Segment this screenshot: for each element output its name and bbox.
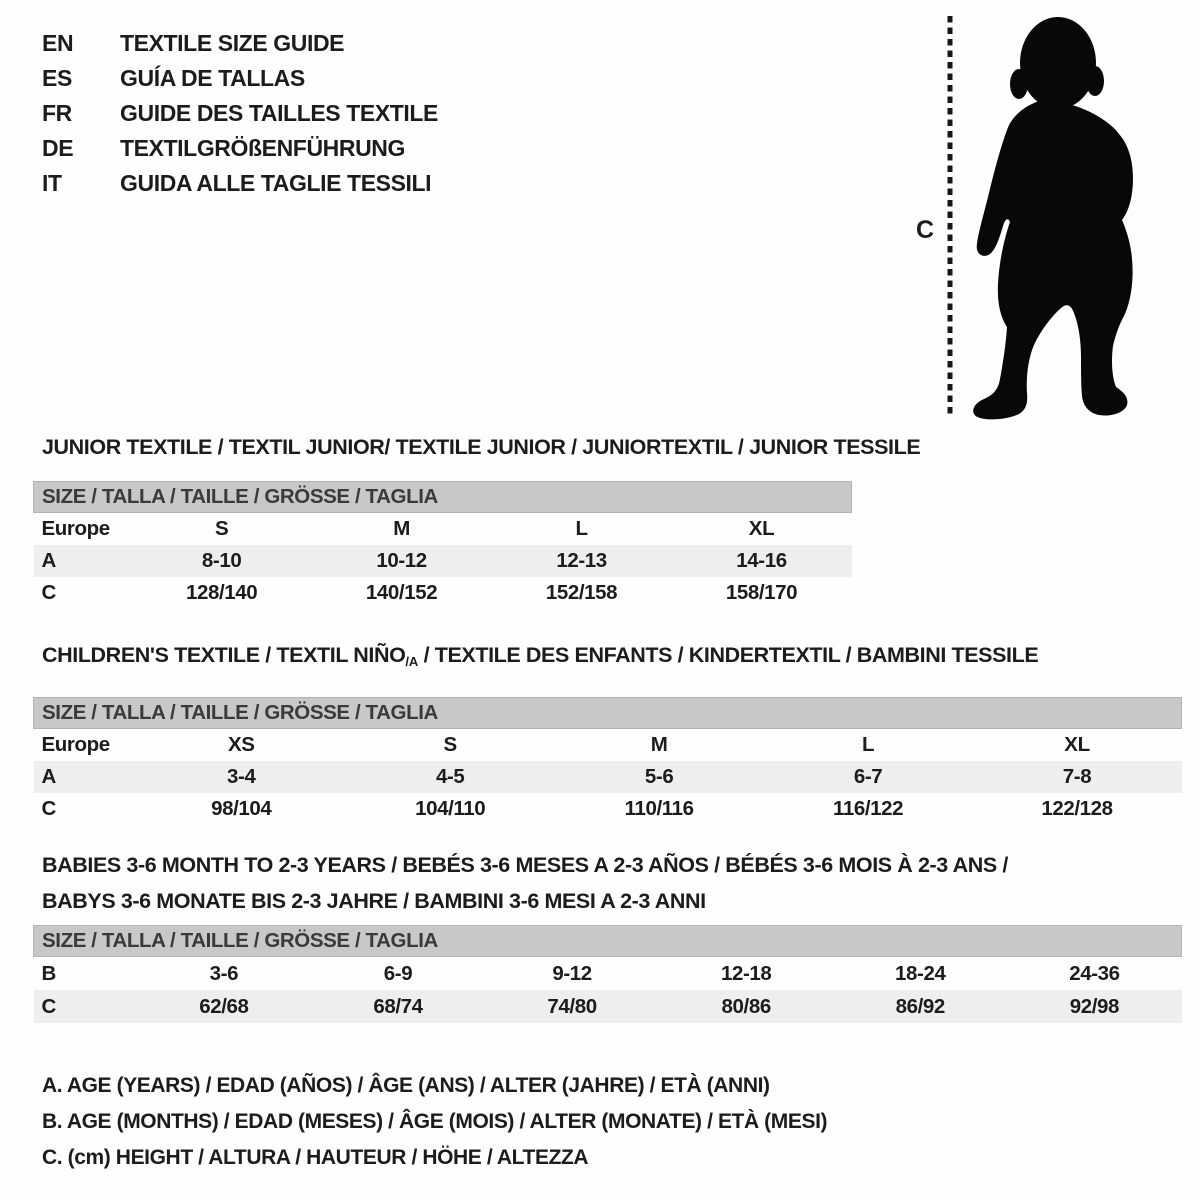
months-cell: 9-12 [552,962,592,985]
size-cell: M [650,733,668,756]
age-cell: 10-12 [312,545,492,577]
row-label-a: A [34,761,137,793]
europe-sizes-row [34,729,1182,762]
size-header-row [34,926,1182,957]
size-header: SIZE / TALLA / TAILLE / GRÖSSE / TAGLIA [34,698,1182,729]
months-cell: 24-36 [1069,962,1120,985]
babies-section-title-line1: BABIES 3-6 MONTH TO 2-3 YEARS / BEBÉS 3-6 MESES A 2-3 AÑOS / BÉBÉS 3-6 MOIS À 2-3 ANS / [42,853,1008,877]
childrens-section-title [42,642,1182,675]
childrens-textile-section [33,642,1182,825]
language-row-it [42,166,438,201]
language-code: IT [42,170,62,196]
title-text: / TEXTILE DES ENFANTS / KINDERTEXTIL / BAMBINI TESSILE [418,643,1039,667]
legend-height-cm: C. (cm) HEIGHT / ALTURA / HAUTEUR / HÖHE / ALTEZZA [42,1146,589,1169]
size-cell: S [214,517,229,540]
row-label-europe: Europe [41,517,110,540]
height-cell: 122/128 [1041,797,1113,820]
age-cell: 5-6 [555,761,764,793]
junior-section-title: JUNIOR TEXTILE / TEXTIL JUNIOR/ TEXTILE JUNIOR / JUNIORTEXTIL / JUNIOR TESSILE [42,435,921,459]
junior-textile-section [33,434,921,609]
height-cell: 62/68 [137,990,311,1023]
age-cell: 6-7 [764,761,973,793]
height-cm-row [34,990,1182,1023]
legend-age-years: A. AGE (YEARS) / EDAD (AÑOS) / ÂGE (ANS) / ALTER (JAHRE) / ETÀ (ANNI) [42,1074,770,1097]
height-cell: 68/74 [311,990,485,1023]
age-cell: 12-13 [492,545,672,577]
guide-title-de: TEXTILGRÖßENFÜHRUNG [120,135,405,161]
months-cell: 12-18 [720,962,772,985]
months-cell: 18-24 [895,962,946,985]
size-cell: L [575,517,588,540]
height-cell: 110/116 [624,797,694,820]
age-cell: 4-5 [346,761,555,793]
language-code: ES [42,65,72,91]
row-label-c: C [34,990,137,1023]
height-cell: 152/158 [545,581,618,604]
babies-section-title-line2: BABYS 3-6 MONATE BIS 2-3 JAHRE / BAMBINI 3-6 MESI A 2-3 ANNI [42,889,706,913]
guide-title-fr: GUIDE DES TAILLES TEXTILE [120,100,438,126]
height-cell: 98/104 [211,797,272,820]
row-label-b: B [41,962,56,985]
guide-title-es: GUÍA DE TALLAS [120,65,305,91]
size-header: SIZE / TALLA / TAILLE / GRÖSSE / TAGLIA [34,926,1182,957]
babies-textile-section [33,847,1182,1023]
toddler-silhouette [973,17,1133,419]
language-title-list [42,26,438,201]
age-cell: 8-10 [132,545,312,577]
legend-age-months: B. AGE (MONTHS) / EDAD (MESES) / ÂGE (MOIS) / ALTER (MONATE) / ETÀ (MESI) [42,1110,828,1133]
height-cell: 80/86 [659,990,833,1023]
language-row-de [42,131,438,166]
guide-title-it: GUIDA ALLE TAGLIE TESSILI [120,170,432,196]
height-cell: 128/140 [185,581,258,604]
title-text: CHILDREN'S TEXTILE / TEXTIL NIÑO [42,643,406,667]
language-code: DE [42,135,74,161]
height-cell: 116/122 [832,797,904,820]
height-cm-row [34,577,852,609]
language-row-es [42,61,438,96]
row-label-a: A [34,545,132,577]
months-cell: 3-6 [209,962,239,985]
row-label-europe: Europe [41,733,110,756]
title-subscript: /A [405,654,419,669]
childrens-size-table [33,697,1182,825]
size-cell: XS [228,733,255,756]
height-cell: 104/110 [415,797,486,820]
guide-title-en: TEXTILE SIZE GUIDE [120,30,345,56]
age-years-row [34,761,1182,793]
babies-size-table [33,925,1182,1023]
height-cell: 86/92 [833,990,1007,1023]
age-cell: 14-16 [672,545,852,577]
size-header-row [34,698,1182,729]
language-row-fr [42,96,438,131]
height-cell: 74/80 [485,990,659,1023]
age-cell: 3-4 [137,761,346,793]
age-years-row [34,545,852,577]
height-cell: 158/170 [725,581,798,604]
size-cell: S [443,733,457,756]
junior-size-table [33,481,852,609]
language-code: FR [42,100,72,126]
size-header: SIZE / TALLA / TAILLE / GRÖSSE / TAGLIA [34,482,852,513]
size-cell: M [393,517,410,540]
europe-sizes-row [34,513,852,546]
measure-legend [42,1068,827,1176]
language-row-en [42,26,438,61]
size-cell: XL [748,517,775,540]
height-cell: 92/98 [1007,990,1181,1023]
size-cell: XL [1064,733,1090,756]
size-cell: L [861,733,875,756]
height-cm-row [34,793,1182,825]
age-months-row [34,957,1182,991]
height-measure-label: C [916,216,934,244]
height-cell: 140/152 [365,581,438,604]
age-cell: 7-8 [973,761,1182,793]
size-header-row [34,482,852,513]
row-label-c: C [41,581,56,604]
language-code: EN [42,30,74,56]
months-cell: 6-9 [383,962,413,985]
row-label-c: C [41,797,56,820]
